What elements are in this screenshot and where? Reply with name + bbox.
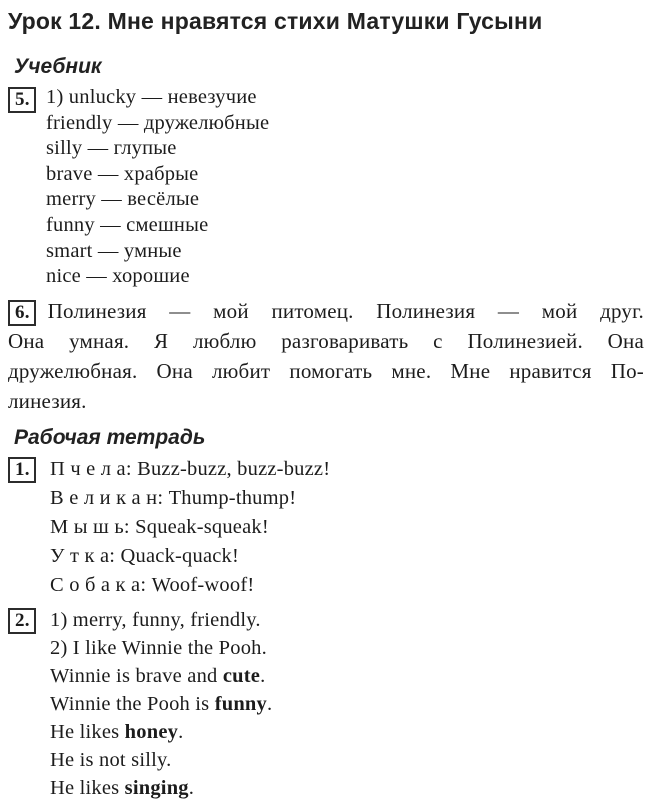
animal-name: В е л и к а н: <box>50 486 164 509</box>
word-pair-line: silly — глупые <box>46 137 177 160</box>
sentence-line <box>50 634 644 662</box>
sentence-text: . <box>178 720 184 743</box>
word-pair-line: funny — смешные <box>46 213 209 236</box>
paragraph-line: Она умная. Я люблю разговаривать с Полинезией. Она <box>8 328 644 353</box>
word-pair-line: brave — храбрые <box>46 162 199 185</box>
sentence-text: . <box>188 776 195 799</box>
animal-sound: Quack-quack! <box>120 544 240 567</box>
word-pair-line: 1) unlucky — невезучие <box>46 86 257 108</box>
word-pair-line: nice — хорошие <box>46 265 190 288</box>
sentence-bold-word: singing <box>124 776 189 799</box>
task-6 <box>8 296 644 416</box>
sentence-bold-word: honey <box>124 720 179 743</box>
paragraph-line: линезия. <box>8 388 87 413</box>
task-5-word-list <box>8 85 644 290</box>
sentence-text: He likes <box>50 720 125 743</box>
page-title: Урок 12. Мне нравятся стихи Матушки Гусыни <box>8 8 543 34</box>
animal-sound-line <box>50 571 644 600</box>
sentence-line <box>50 746 644 774</box>
sentence-line <box>50 662 644 690</box>
animal-sound: Squeak-squeak! <box>135 515 269 538</box>
paragraph-line: Полинезия — мой питомец. Полинезия — мой друг. <box>47 298 644 323</box>
animal-name: П ч е л а: <box>50 457 132 480</box>
animal-name: У т к а: <box>50 544 116 567</box>
animal-sound-line <box>50 542 644 571</box>
sentence-text: . <box>260 664 266 687</box>
sentence-text: He is not silly. <box>50 748 172 771</box>
task-2 <box>8 606 644 802</box>
task-1-number-badge: 1. <box>8 457 36 483</box>
animal-name: М ы ш ь: <box>50 515 130 538</box>
animal-sound: Thump-thump! <box>168 486 297 509</box>
word-pair-line: smart — умные <box>46 239 182 262</box>
sentence-text: . <box>266 692 273 715</box>
animal-sound-line <box>50 484 644 513</box>
sentence-text: Winnie the Pooh is <box>50 692 215 715</box>
paragraph-line: дружелюбная. Она любит помогать мне. Мне нравится По- <box>8 358 644 383</box>
animal-sound-line <box>50 455 644 484</box>
task-2-sentence-list <box>8 606 644 802</box>
sentence-line <box>50 718 644 746</box>
task-6-number-badge: 6. <box>8 300 36 326</box>
task-1 <box>8 455 644 600</box>
word-pair-line: merry — весёлые <box>46 188 200 211</box>
sentence-text: Winnie is brave and <box>50 664 223 687</box>
task-5-number-badge: 5. <box>8 87 36 113</box>
animal-sound-line <box>50 513 644 542</box>
sentence-text: 1) merry, funny, friendly. <box>50 608 261 631</box>
word-pair-line: friendly — дружелюбные <box>46 111 270 134</box>
task-1-sound-list <box>8 455 644 600</box>
sentence-text: He likes <box>50 776 125 799</box>
animal-sound: Woof-woof! <box>151 573 255 596</box>
section-heading-workbook: Рабочая тетрадь <box>14 425 206 449</box>
animal-sound: Buzz-buzz, buzz-buzz! <box>137 457 331 480</box>
sentence-line <box>50 690 644 718</box>
task-5 <box>8 85 644 290</box>
sentence-line <box>50 606 644 634</box>
sentence-bold-word: funny <box>214 692 267 715</box>
task-2-number-badge: 2. <box>8 608 36 634</box>
sentence-text: 2) I like Winnie the Pooh. <box>50 636 267 659</box>
sentence-bold-word: cute <box>222 664 261 687</box>
animal-name: С о б а к а: <box>50 573 147 596</box>
section-heading-textbook: Учебник <box>14 55 102 78</box>
